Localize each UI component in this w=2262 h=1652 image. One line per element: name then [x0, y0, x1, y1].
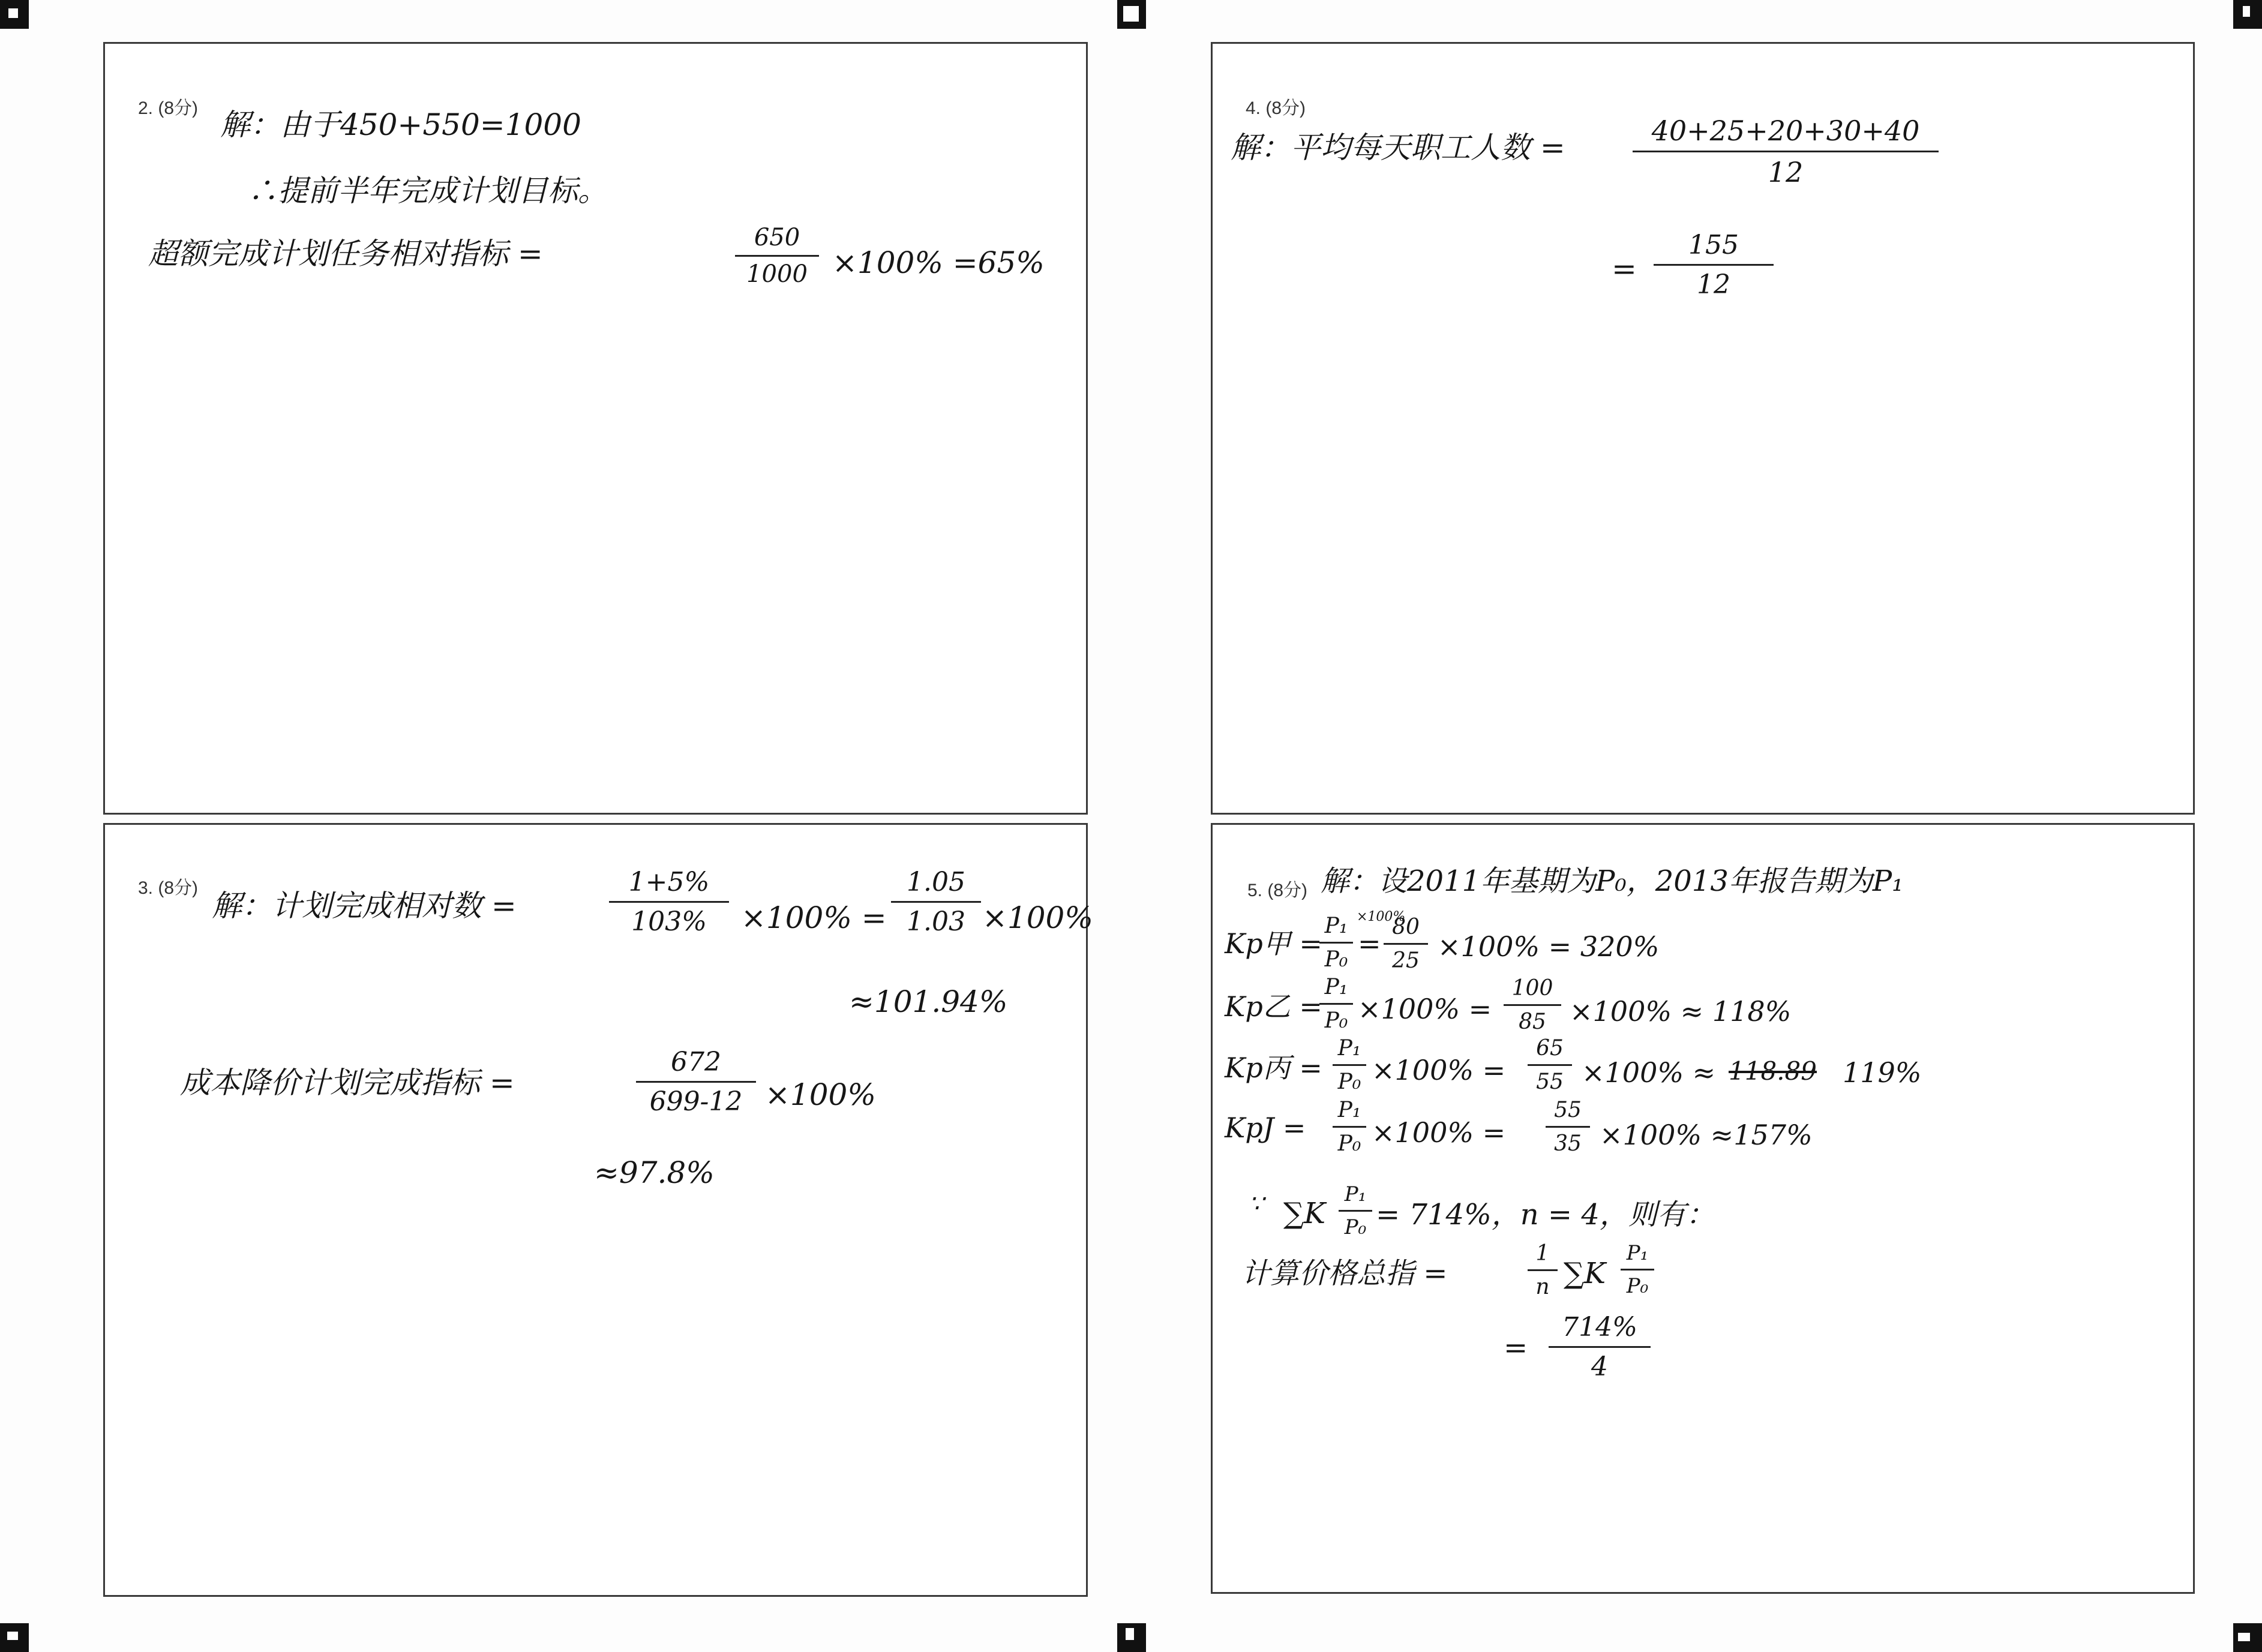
q5-row-4-value-fraction [1546, 1098, 1590, 1156]
q5-row-4-symbol-fraction [1333, 1098, 1366, 1156]
corner-marker-top-center [1117, 0, 1146, 29]
q5-row-4-tail: ×100% ≈157% [1600, 1119, 1813, 1151]
answer-box-q2 [103, 42, 1088, 815]
numerator: P₁ [1324, 975, 1348, 999]
q5-row-3-final: 119% [1843, 1056, 1922, 1089]
q3-line-1-label: 解：计划完成相对数 = [212, 888, 517, 923]
q5-row-1-equals: = [1358, 927, 1381, 960]
question-number: 5. (8分) [1247, 881, 1308, 900]
q2-line-3-label: 超额完成计划任务相对指标 = [148, 236, 543, 271]
denominator: 55 [1536, 1070, 1564, 1094]
q5-row-3-mid: ×100% = [1372, 1054, 1506, 1086]
q5-sum-prefix: ∑K [1283, 1197, 1326, 1230]
q2-fraction [735, 224, 819, 288]
q5-row-3-symbol-fraction [1333, 1036, 1366, 1094]
q5-row-3-struck-value: 118.89 [1729, 1056, 1817, 1086]
corner-marker-bottom-left [0, 1623, 29, 1652]
numerator: 650 [754, 224, 800, 251]
numerator: 714% [1562, 1312, 1637, 1342]
numerator: P₁ [1626, 1241, 1649, 1265]
answer-box-q4 [1211, 42, 2195, 815]
denominator: P₀ [1344, 1215, 1367, 1239]
q5-total-mid: ∑K [1564, 1257, 1606, 1290]
numerator: P₁ [1324, 914, 1348, 938]
q3-fraction-3-tail: ×100% [765, 1077, 876, 1112]
denominator: P₀ [1324, 947, 1348, 972]
corner-marker-top-right [2233, 0, 2262, 29]
q3-fraction-1-tail: ×100% = [741, 900, 887, 935]
q2-line-1: 解：由于450+550=1000 [220, 107, 581, 142]
denominator: P₀ [1337, 1131, 1361, 1156]
q5-total-label: 计算价格总指 = [1241, 1257, 1448, 1290]
q5-row-2-tail: ×100% ≈ 118% [1570, 995, 1792, 1028]
numerator: 1+5% [628, 867, 710, 897]
denominator: 35 [1554, 1131, 1582, 1156]
q5-row-4-mid: ×100% = [1372, 1116, 1506, 1149]
q2-line-3-tail: ×100% =65% [832, 245, 1045, 280]
numerator: 155 [1688, 230, 1739, 260]
question-number: 2. (8分) [138, 98, 199, 118]
q5-row-1-note: ×100% [1357, 909, 1406, 924]
q5-sum-fraction [1339, 1182, 1372, 1239]
numerator: 80 [1392, 915, 1420, 939]
q3-fraction-2 [891, 867, 981, 937]
q5-intro: 解：设2011年基期为P₀，2013年报告期为P₁ [1321, 864, 1904, 898]
q3-fraction-2-tail: ×100% [982, 900, 1093, 935]
q5-sum-post: = 714%，n = 4，则有： [1376, 1198, 1715, 1232]
corner-marker-bottom-right [2233, 1623, 2262, 1652]
denominator: 25 [1392, 948, 1420, 973]
q5-row-3-value-fraction [1528, 1036, 1572, 1094]
numerator: 40+25+20+30+40 [1651, 115, 1920, 147]
denominator: n [1535, 1275, 1550, 1299]
q3-line-4: ≈97.8% [594, 1155, 715, 1190]
answer-box-q5 [1211, 823, 2195, 1594]
denominator: 699-12 [649, 1086, 743, 1117]
numerator: 100 [1511, 976, 1553, 1001]
q3-fraction-3 [636, 1047, 756, 1117]
corner-marker-top-left [0, 0, 29, 29]
numerator: P₁ [1337, 1098, 1361, 1122]
answer-box-q3 [103, 823, 1093, 1597]
q2-line-2: ∴提前半年完成计划目标。 [248, 173, 608, 208]
q5-row-1-tail: ×100% = 320% [1438, 930, 1660, 963]
denominator: 4 [1591, 1351, 1608, 1382]
q5-row-2-label: Kp乙 = [1225, 990, 1322, 1023]
numerator: P₁ [1337, 1036, 1361, 1061]
numerator: 672 [671, 1047, 721, 1077]
numerator: 1.05 [907, 867, 965, 897]
q4-equals: = [1612, 251, 1637, 286]
q4-fraction-2 [1654, 230, 1774, 300]
q5-row-4-label: KpJ = [1225, 1112, 1306, 1144]
denominator: 1.03 [907, 906, 965, 937]
q5-row-2-mid: ×100% = [1358, 993, 1492, 1025]
numerator: P₁ [1344, 1182, 1367, 1206]
q5-row-1-value-fraction [1384, 915, 1428, 973]
q5-row-2-value-fraction [1504, 976, 1561, 1034]
denominator: 85 [1519, 1010, 1546, 1034]
q5-row-3-tail: ×100% ≈ [1582, 1056, 1716, 1089]
numerator: 65 [1536, 1036, 1564, 1061]
denominator: P₀ [1337, 1070, 1361, 1094]
denominator: 12 [1697, 269, 1730, 300]
denominator: P₀ [1626, 1274, 1649, 1298]
q5-total-fraction-1 [1528, 1241, 1558, 1299]
q5-row-1-symbol-fraction [1319, 914, 1353, 972]
denominator: 103% [631, 906, 707, 937]
q3-line-2: ≈101.94% [849, 984, 1008, 1019]
corner-marker-bottom-center [1117, 1623, 1146, 1652]
q5-sum-mark: ∵ [1249, 1190, 1264, 1218]
denominator: 1000 [746, 260, 808, 288]
denominator: 12 [1768, 156, 1804, 188]
numerator: 55 [1554, 1098, 1582, 1122]
question-number: 4. (8分) [1246, 98, 1306, 118]
q5-final-fraction [1549, 1312, 1651, 1382]
q5-row-2-symbol-fraction [1319, 975, 1353, 1033]
q5-total-fraction-2 [1621, 1241, 1654, 1298]
q4-line-1-label: 解：平均每天职工人数 = [1231, 130, 1565, 165]
q5-row-3-label: Kp丙 = [1225, 1052, 1322, 1084]
q3-line-3-label: 成本降价计划完成指标 = [180, 1065, 515, 1100]
question-number: 3. (8分) [138, 878, 199, 898]
q5-final-equals: = [1504, 1331, 1528, 1365]
q3-fraction-1 [609, 867, 729, 937]
denominator: P₀ [1324, 1008, 1348, 1033]
numerator: 1 [1535, 1241, 1550, 1266]
q5-row-1-label: Kp甲 = [1225, 927, 1322, 960]
q4-fraction-1 [1633, 115, 1939, 188]
